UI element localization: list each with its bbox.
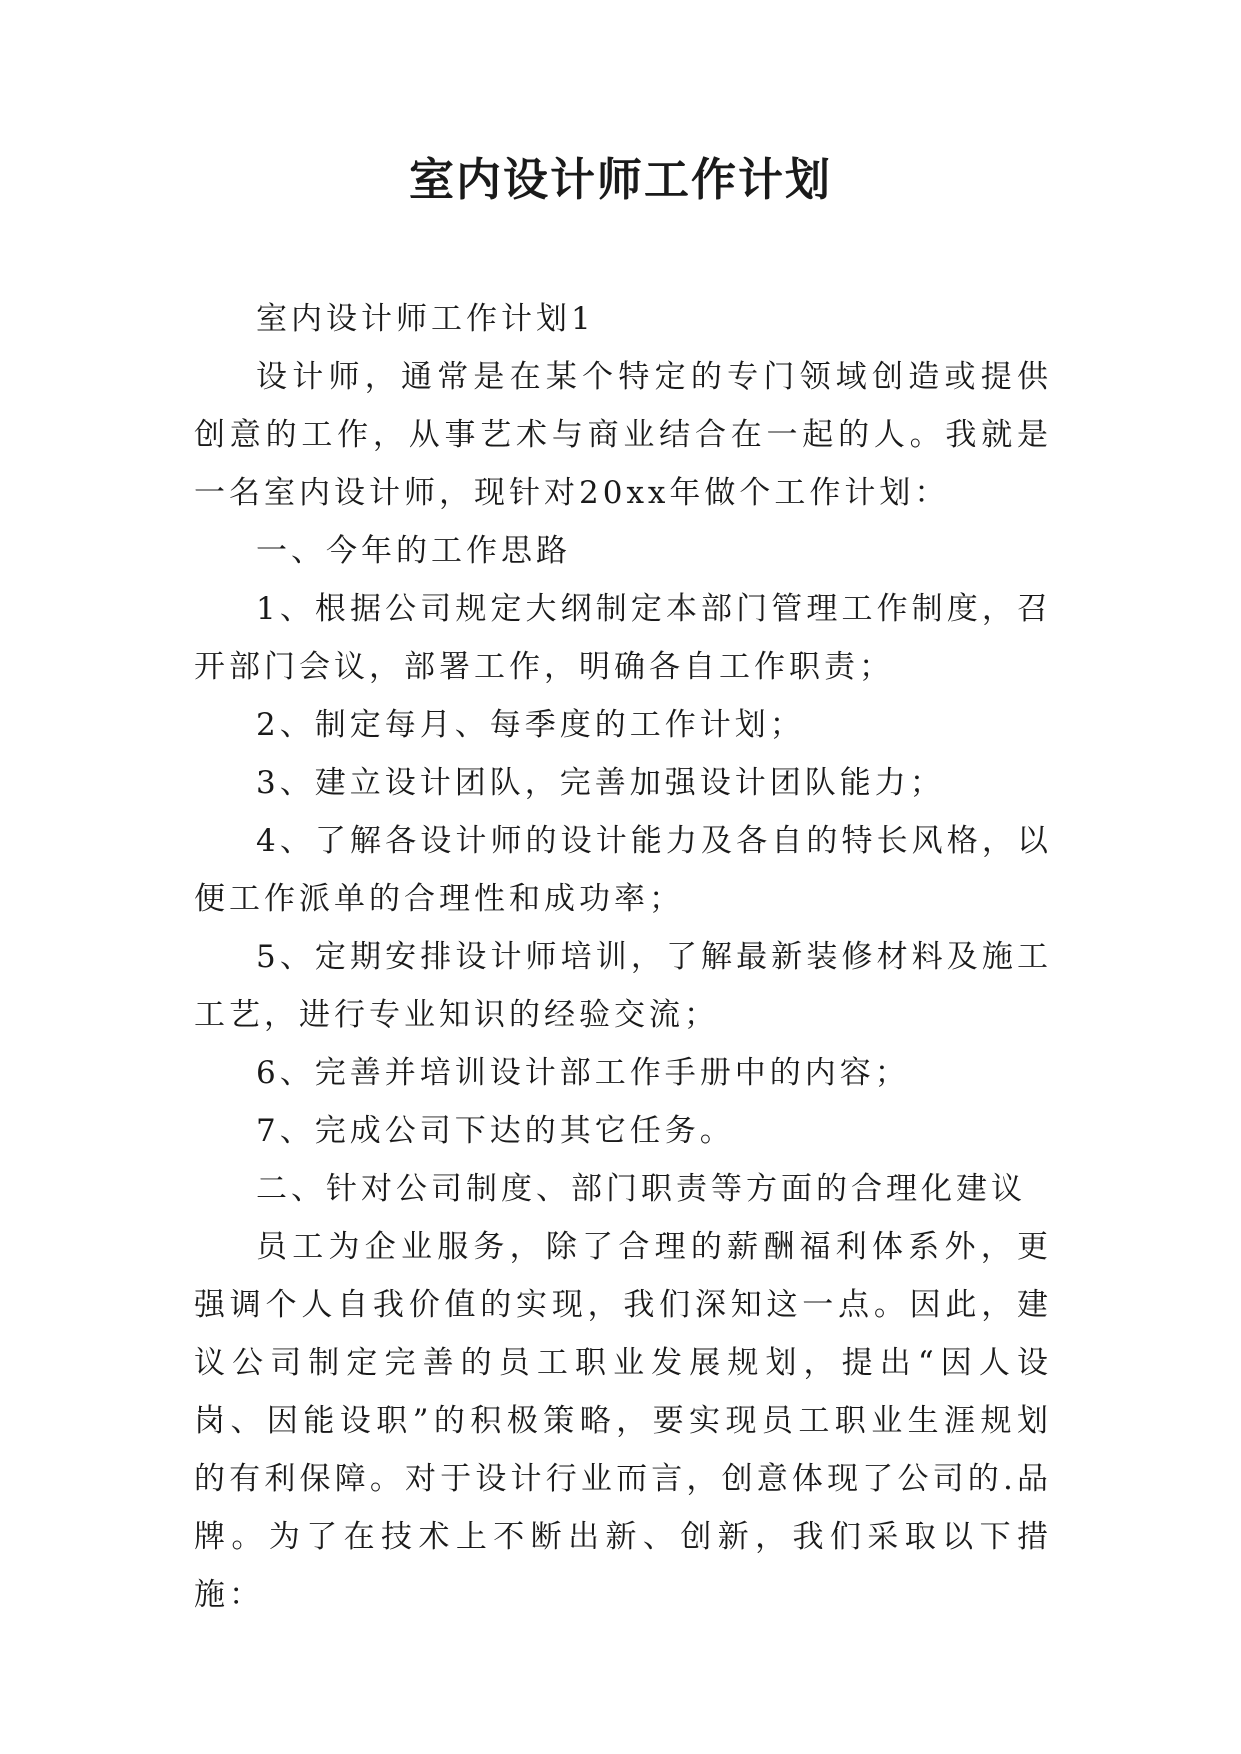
suggestion-paragraph: 员工为企业服务，除了合理的薪酬福利体系外，更强调个人自我价值的实现，我们深知这一点。因此，建议公司制定完善的员工职业发展规划，提出“因人设岗、因能设职”的积极策略，要实现员工职业生涯规划的有利保障。对于设计行业而言，创意体现了公司的.品牌。为了在技术上不断出新、创新，我们采取以下措施： (194, 1229, 1052, 1613)
section-heading-suggestions: 二、针对公司制度、部门职责等方面的合理化建议 (256, 1171, 1026, 1207)
document-body (194, 290, 1052, 1624)
list-item-7: 7、完成公司下达的其它任务。 (256, 1113, 735, 1149)
list-item-5: 5、定期安排设计师培训，了解最新装修材料及施工工艺，进行专业知识的经验交流； (194, 939, 1052, 1033)
list-item-3: 3、建立设计团队，完善加强设计团队能力； (256, 765, 945, 801)
list-item-4: 4、了解各设计师的设计能力及各自的特长风格，以便工作派单的合理性和成功率； (194, 823, 1052, 917)
list-item-2: 2、制定每月、每季度的工作计划； (256, 707, 805, 743)
intro-paragraph: 设计师，通常是在某个特定的专门领域创造或提供创意的工作，从事艺术与商业结合在一起的人。我就是一名室内设计师，现针对20xx年做个工作计划： (194, 359, 1052, 511)
section-heading-work-ideas: 一、今年的工作思路 (256, 533, 571, 569)
list-item-1: 1、根据公司规定大纲制定本部门管理工作制度，召开部门会议，部署工作，明确各自工作职责； (194, 591, 1052, 685)
document-title: 室内设计师工作计划 (408, 153, 832, 206)
list-item-6: 6、完善并培训设计部工作手册中的内容； (256, 1055, 910, 1091)
section-heading-plan-1: 室内设计师工作计划1 (256, 301, 595, 337)
